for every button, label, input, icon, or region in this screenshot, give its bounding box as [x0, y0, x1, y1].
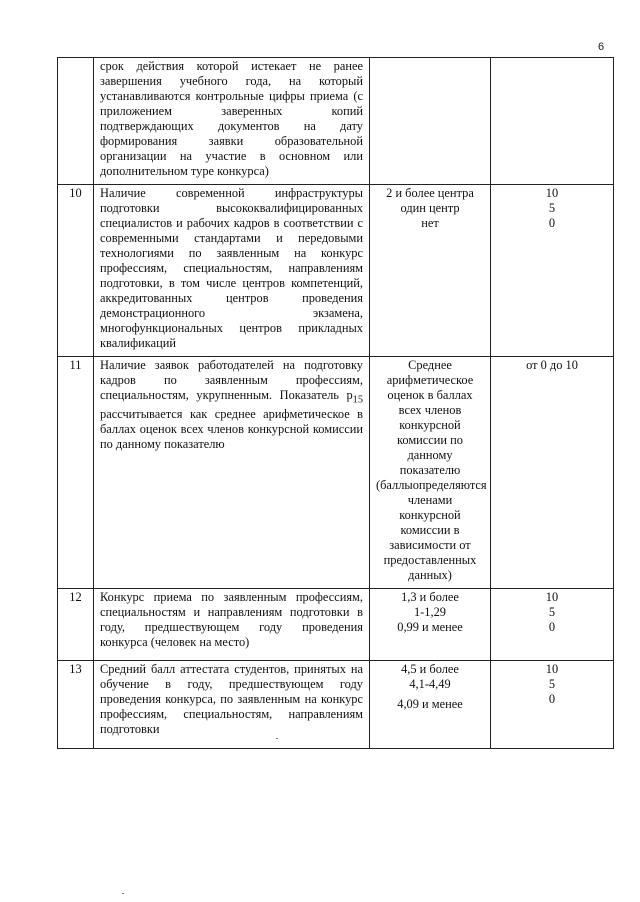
criterion-points: от 0 до 10: [491, 357, 614, 589]
criteria-table: [57, 57, 614, 749]
table-row: [58, 185, 614, 357]
points-option: 10: [545, 590, 559, 604]
table-row: [58, 357, 614, 589]
criterion-text: Конкурс приема по заявленным профессиям, специальностям и направлениям подготовки в году, предшествующем году проведения конкурса (человек на место): [94, 589, 370, 661]
criterion-values: [370, 661, 491, 749]
criterion-values: [370, 58, 491, 185]
criterion-text: Средний балл аттестата студентов, принятых на обучение в году, предшествующем году проведения конкурса, по заявленным на конкурс профессиям, специальностям, направлениям подготовки: [94, 661, 370, 749]
points-option: 0: [548, 620, 556, 634]
row-number: 11: [58, 357, 94, 589]
criterion-text: [94, 357, 370, 589]
points-option: 10: [545, 186, 559, 200]
criterion-points: [491, 661, 614, 749]
value-option: 4,5 и более: [401, 662, 459, 676]
criterion-text-part: рассчитывается как среднее арифметическое в баллах оценок всех членов конкурсной комиссии по данному показателю: [100, 407, 363, 452]
points-option: 5: [548, 677, 556, 691]
criterion-text: срок действия которой истекает не ранее завершения учебного года, на который устанавливаются контрольные цифры приема (с приложением заверенных копий подтверждающих документов на дату формирования заявки образовательной организации на участие в основном или дополнительном туре конкурса): [94, 58, 370, 185]
table-row: [58, 661, 614, 749]
value-option: 1,3 и более: [401, 590, 459, 604]
scan-speck: [276, 738, 278, 739]
criterion-points: [491, 58, 614, 185]
table-row: [58, 58, 614, 185]
points-option: 0: [548, 216, 556, 230]
scan-speck: [122, 893, 124, 894]
indicator-subscript: 15: [352, 394, 363, 406]
row-number: 10: [58, 185, 94, 357]
points-option: 10: [545, 662, 559, 676]
criterion-points: [491, 589, 614, 661]
points-option: 5: [548, 605, 556, 619]
criterion-text-part: Наличие заявок работодателей на подготовку кадров по заявленным профессиям, специальностям, укрупненным. Показатель p: [100, 358, 363, 402]
page-number: 6: [598, 41, 605, 53]
value-option: 1-1,29: [413, 605, 446, 619]
points-option: 5: [548, 201, 556, 215]
value-option: нет: [421, 216, 439, 230]
value-option: 4,09 и менее: [397, 697, 463, 711]
value-option: 0,99 и менее: [397, 620, 463, 634]
criterion-points: [491, 185, 614, 357]
table-row: [58, 589, 614, 661]
criterion-values: [370, 589, 491, 661]
row-number: [58, 58, 94, 185]
points-option: 0: [548, 692, 556, 706]
value-option: 4,1-4,49: [409, 677, 451, 691]
criterion-values: [370, 185, 491, 357]
criterion-text: Наличие современной инфраструктуры подготовки высококвалифицированных специалистов и рабочих кадров в соответствии с современными стандартами и передовыми технологиями по заявленным на конкурс профессиям, специальностям, направлениям подготовки, в том числе центров компетенций, аккредитованных центров проведения демонстрационного экзамена, многофункциональных центров прикладных квалификаций: [94, 185, 370, 357]
criterion-values: Среднее арифметическое оценок в баллах всех членов конкурсной комиссии по данному показателю (баллыопределяются членами конкурсной комиссии в зависимости от предоставленных данных): [370, 357, 491, 589]
row-number: 12: [58, 589, 94, 661]
value-option: один центр: [400, 201, 460, 215]
row-number: 13: [58, 661, 94, 749]
value-option: 2 и более центра: [386, 186, 474, 200]
